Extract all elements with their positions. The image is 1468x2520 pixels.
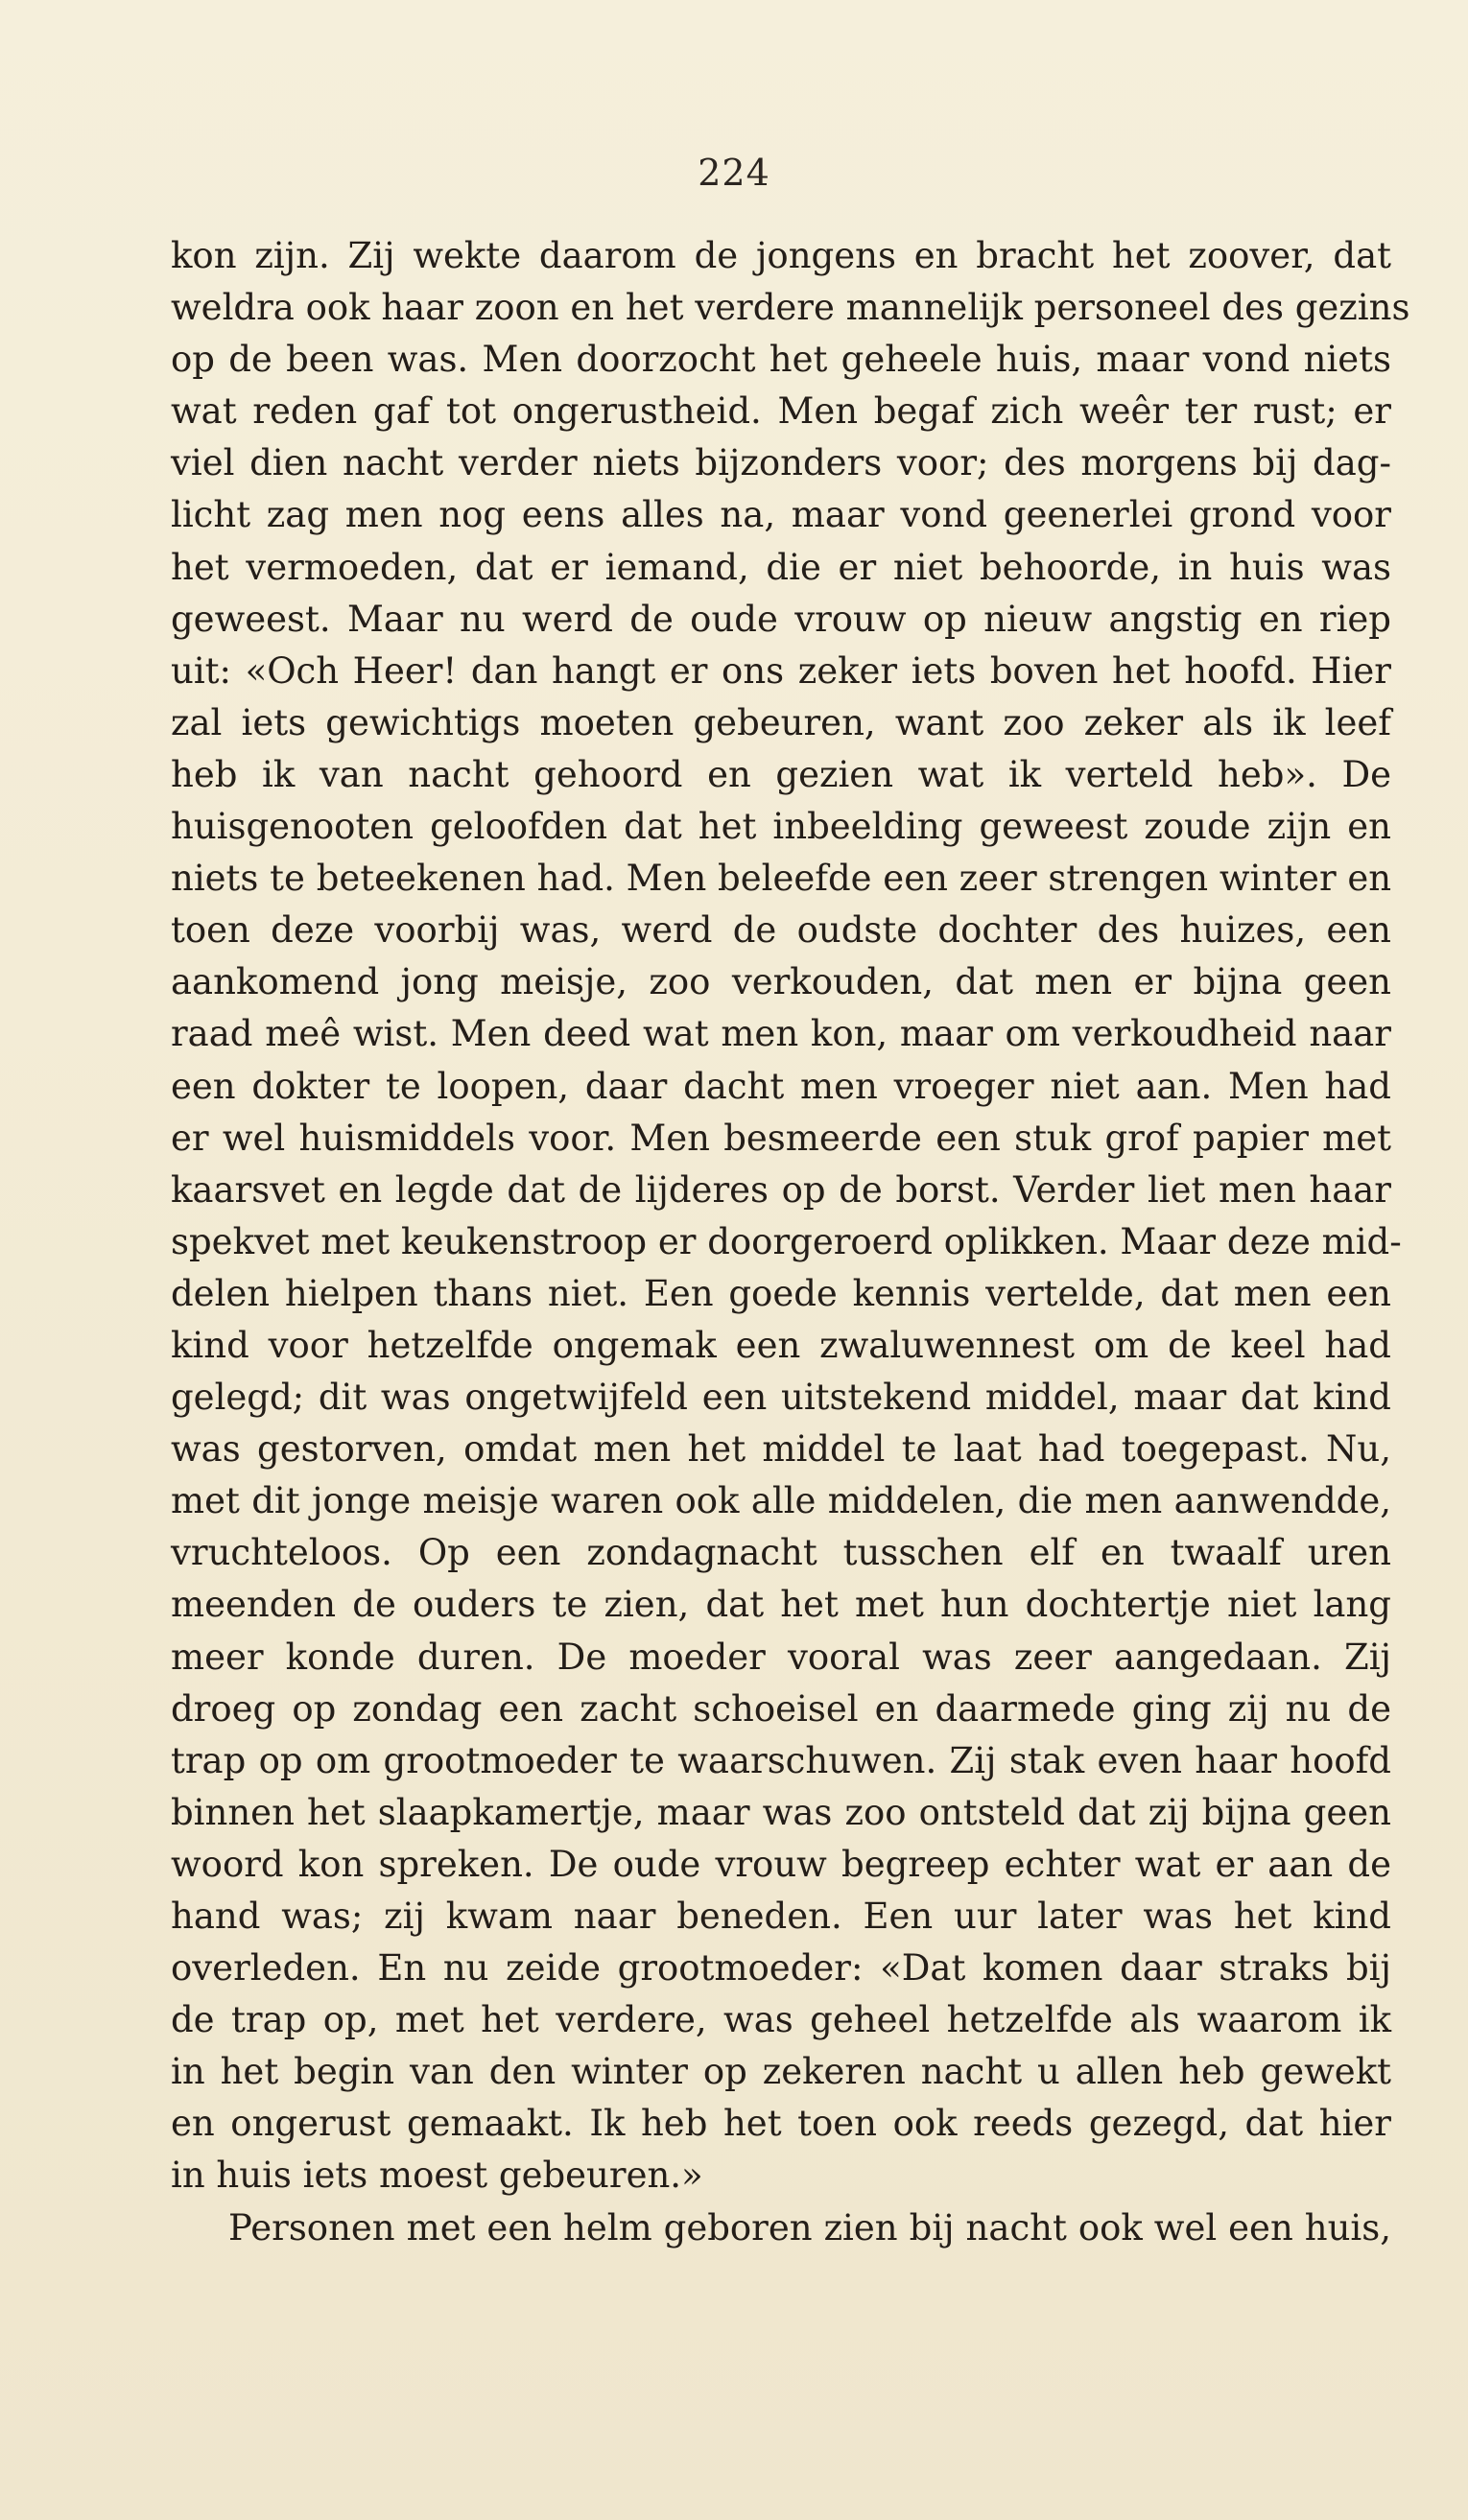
text-line: kaarsvet en legde dat de lijderes op de borst. Verder liet men haar	[171, 1168, 1391, 1211]
text-line: geweest. Maar nu werd de oude vrouw op nieuw angstig en riep	[171, 598, 1391, 640]
text-line: gelegd; dit was ongetwijfeld een uitstekend middel, maar dat kind	[171, 1377, 1391, 1419]
text-line: een dokter te loopen, daar dacht men vroeger niet aan. Men had	[171, 1065, 1391, 1107]
text-line: spekvet met keukenstroop er doorgeroerd oplikken. Maar deze mid-	[171, 1220, 1402, 1262]
text-line: binnen het slaapkamertje, maar was zoo ontsteld dat zij bijna geen	[171, 1791, 1391, 1833]
text-line: droeg op zondag een zacht schoeisel en daarmede ging zij nu de	[171, 1687, 1391, 1730]
text-line: uit: «Och Heer! dan hangt er ons zeker iets boven het hoofd. Hier	[171, 649, 1391, 692]
text-line: in het begin van den winter op zekeren nacht u allen heb gewekt	[171, 2051, 1391, 2093]
text-line: weldra ook haar zoon en het verdere mannelijk personeel des gezins	[171, 287, 1410, 329]
text-line: heb ik van nacht gehoord en gezien wat ik verteld heb». De	[171, 753, 1391, 795]
text-line: meer konde duren. De moeder vooral was zeer aangedaan. Zij	[171, 1636, 1391, 1678]
text-line: delen hielpen thans niet. Een goede kennis vertelde, dat men een	[171, 1272, 1391, 1314]
text-line: op de been was. Men doorzocht het geheele huis, maar vond niets	[171, 339, 1391, 381]
text-line: met dit jonge meisje waren ook alle middelen, die men aanwendde,	[171, 1480, 1391, 1522]
text-line: trap op om grootmoeder te waarschuwen. Zij stak even haar hoofd	[171, 1739, 1391, 1781]
text-line: toen deze voorbij was, werd de oudste dochter des huizes, een	[171, 909, 1391, 952]
text-line: de trap op, met het verdere, was geheel hetzelfde als waarom ik	[171, 1999, 1391, 2041]
text-line: overleden. En nu zeide grootmoeder: «Dat komen daar straks bij	[171, 1947, 1391, 1990]
text-line: kind voor hetzelfde ongemak een zwaluwennest om de keel had	[171, 1324, 1391, 1366]
text-line: en ongerust gemaakt. Ik heb het toen ook reeds gezegd, dat hier	[171, 2103, 1391, 2145]
text-line: raad meê wist. Men deed wat men kon, maar om verkoudheid naar	[171, 1013, 1391, 1055]
text-line: huisgenooten geloofden dat het inbeelding geweest zoude zijn en	[171, 806, 1391, 848]
text-line: viel dien nacht verder niets bijzonders voor; des morgens bij dag-	[171, 442, 1391, 484]
text-line: hand was; zij kwam naar beneden. Een uur later was het kind	[171, 1896, 1391, 1937]
text-line: niets te beteekenen had. Men beleefde een zeer strengen winter en	[171, 858, 1392, 900]
text-line: wat reden gaf tot ongerustheid. Men begaf zich weêr ter rust; er	[171, 390, 1391, 433]
text-line: aankomend jong meisje, zoo verkouden, dat men er bijna geen	[171, 961, 1391, 1003]
body-text	[171, 230, 1410, 2254]
text-line: zal iets gewichtigs moeten gebeuren, want zoo zeker als ik leef	[171, 701, 1391, 743]
text-line: er wel huismiddels voor. Men besmeerde een stuk grof papier met	[171, 1117, 1391, 1159]
text-line: vruchteloos. Op een zondagnacht tusschen elf en twaalf uren	[171, 1532, 1391, 1574]
text-line: meenden de ouders te zien, dat het met hun dochtertje niet lang	[171, 1584, 1391, 1626]
text-line: het vermoeden, dat er iemand, die er niet behoorde, in huis was	[171, 546, 1391, 588]
text-line: was gestorven, omdat men het middel te laat had toegepast. Nu,	[171, 1428, 1391, 1471]
page-number: 224	[698, 152, 770, 194]
text-line: in huis iets moest gebeuren.»	[171, 2155, 703, 2197]
text-line: licht zag men nog eens alles na, maar vond geenerlei grond voor	[171, 494, 1391, 536]
text-line: woord kon spreken. De oude vrouw begreep echter wat er aan de	[171, 1843, 1391, 1885]
text-line: Personen met een helm geboren zien bij nacht ook wel een huis,	[228, 2206, 1391, 2249]
text-line: kon zijn. Zij wekte daarom de jongens en bracht het zoover, dat	[171, 235, 1391, 276]
